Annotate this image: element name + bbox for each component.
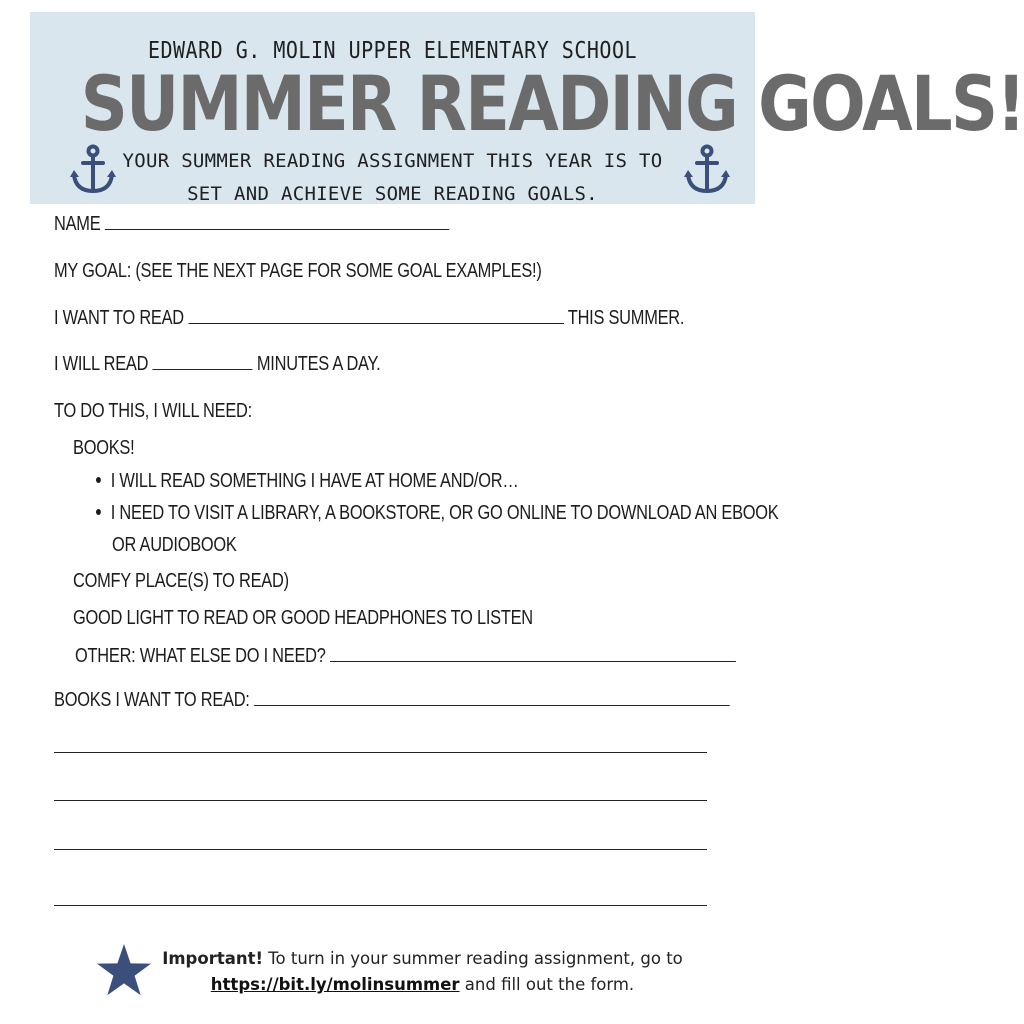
will-read-suffix: MINUTES A DAY. — [256, 353, 381, 375]
bullet-item-1: I WILL READ SOMETHING I HAVE AT HOME AND/OR… — [96, 470, 519, 493]
name-line — [54, 213, 449, 236]
books-line-3[interactable] — [54, 800, 707, 801]
books-line-5[interactable] — [54, 905, 707, 906]
light-label: GOOD LIGHT TO READ OR GOOD HEADPHONES TO LISTEN — [73, 607, 533, 629]
books-line-4[interactable] — [54, 849, 707, 850]
will-read-line — [54, 353, 380, 376]
footer-note — [150, 946, 695, 998]
books-line-2[interactable] — [54, 752, 707, 753]
subtitle-line-2: SET AND ACHIEVE SOME READING GOALS. — [187, 183, 598, 205]
page-title: SUMMER READING GOALS! — [80, 59, 1024, 148]
other-label: OTHER: WHAT ELSE DO I NEED? — [75, 645, 326, 667]
need-label: TO DO THIS, I WILL NEED: — [54, 400, 252, 422]
other-field[interactable] — [330, 661, 736, 662]
books-want-field[interactable] — [254, 705, 730, 706]
header-banner — [30, 12, 1024, 205]
school-name: EDWARD G. MOLIN UPPER ELEMENTARY SCHOOL — [147, 36, 638, 64]
want-read-line — [54, 307, 684, 330]
footer-text-1: To turn in your summer reading assignment, go to — [263, 949, 683, 968]
subtitle-line-1: YOUR SUMMER READING ASSIGNMENT THIS YEAR IS TO — [122, 150, 663, 172]
name-label: NAME — [54, 213, 101, 235]
will-read-label: I WILL READ — [54, 353, 149, 375]
books-label: BOOKS! — [73, 437, 135, 459]
other-line — [75, 645, 736, 668]
books-want-label: BOOKS I WANT TO READ: — [54, 689, 250, 711]
bullet-item-2-cont: OR AUDIOBOOK — [112, 534, 237, 556]
star-icon — [96, 943, 152, 997]
minutes-field[interactable] — [153, 369, 253, 370]
want-read-suffix: THIS SUMMER. — [567, 307, 685, 329]
want-read-label: I WANT TO READ — [54, 307, 184, 329]
comfy-label: COMFY PLACE(S) TO READ) — [73, 570, 289, 592]
goal-label: MY GOAL: (SEE THE NEXT PAGE FOR SOME GOAL EXAMPLES!) — [54, 260, 542, 282]
name-field[interactable] — [105, 229, 449, 230]
bullet-dot — [96, 509, 101, 515]
books-want-line — [54, 689, 730, 712]
anchor-icon — [682, 144, 732, 196]
footer-text-2: and fill out the form. — [459, 975, 635, 994]
submission-link[interactable]: https://bit.ly/molinsummer — [210, 975, 460, 994]
want-read-field[interactable] — [188, 323, 564, 324]
important-label: Important! — [162, 949, 264, 968]
bullet-item-2: I NEED TO VISIT A LIBRARY, A BOOKSTORE, OR GO ONLINE TO DOWNLOAD AN EBOOK — [96, 502, 778, 525]
anchor-icon — [68, 144, 118, 196]
bullet-dot — [96, 477, 101, 483]
